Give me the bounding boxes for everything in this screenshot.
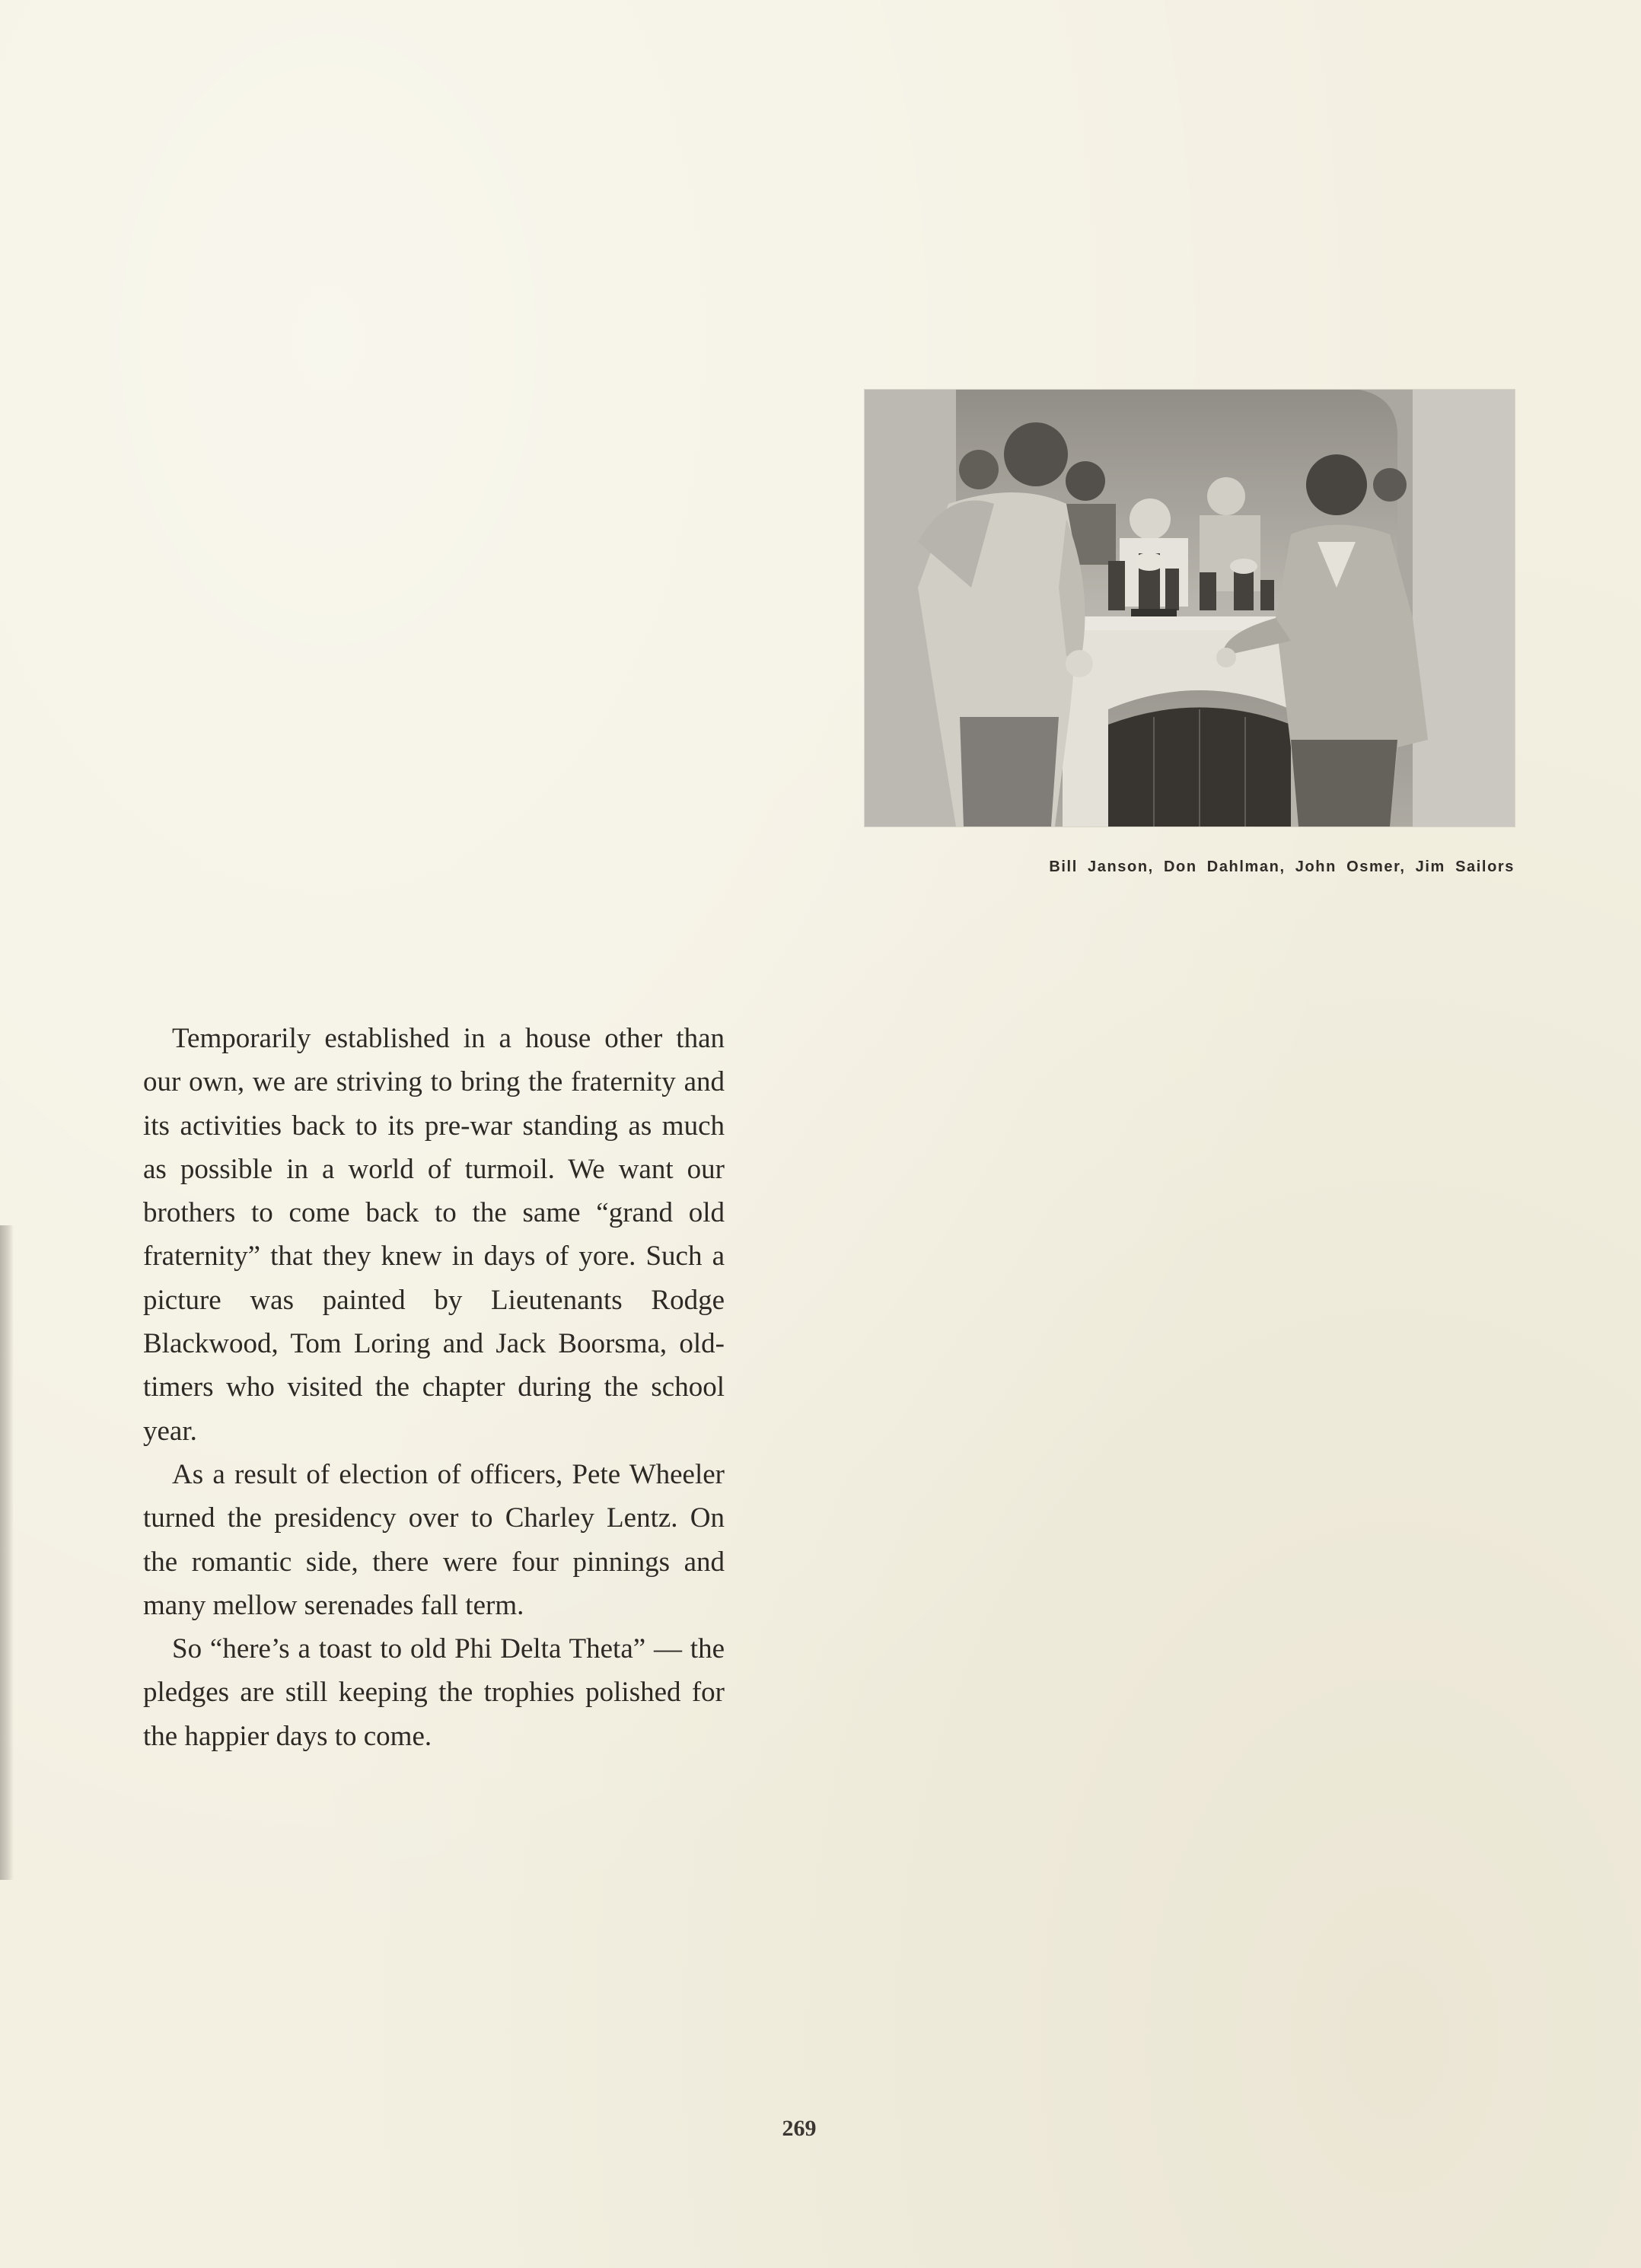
paragraph: So “here’s a toast to old Phi Delta Theta” — the pledges are still keeping the trophies polished for the happier days to come. [143, 1633, 725, 1752]
article-body [143, 1017, 725, 1758]
page-number: 269 [782, 2116, 817, 2141]
photo-caption: Bill Janson, Don Dahlman, John Osmer, Jim Sailors [1049, 858, 1515, 875]
trophy-photo [865, 390, 1515, 827]
paragraph: Temporarily established in a house other than our own, we are striving to bring the fraternity and its activities back to its pre-war standing as much as possible in a world of turmoil. We want our brothers to come back to the same “grand old fraternity” that they knew in days of yore. Such a picture was painted by Lieutenants Rodge Blackwood, Tom Loring and Jack Boorsma, old-timers who visited the chapter during the school year. [143, 1023, 725, 1447]
binding-shadow [0, 1225, 14, 1880]
paragraph: As a result of election of officers, Pete Wheeler turned the presidency over to Charley Lentz. On the romantic side, there were four pinnings and many mellow serenades fall term. [143, 1458, 725, 1621]
